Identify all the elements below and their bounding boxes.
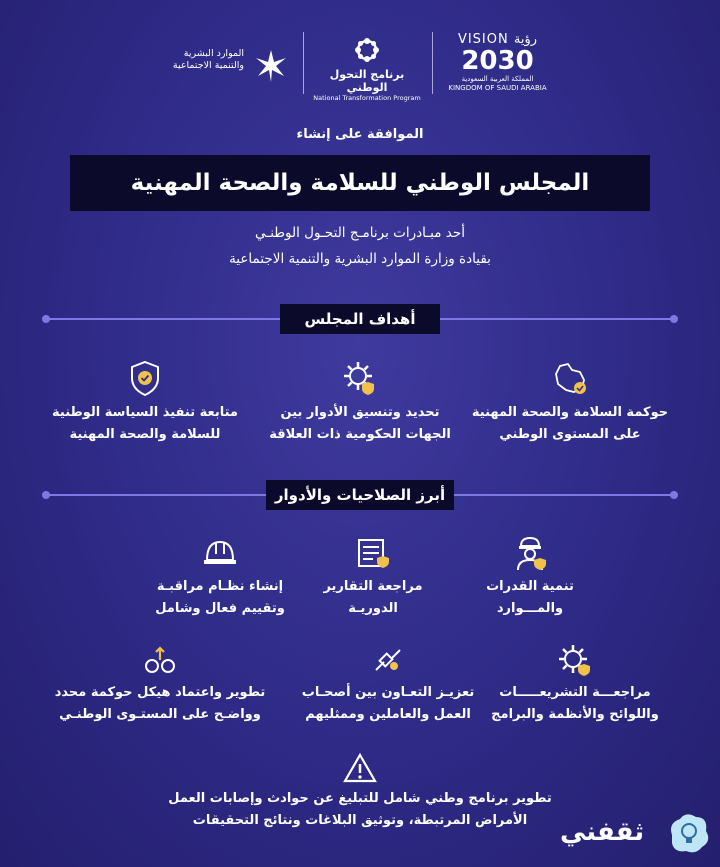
- title-box: [70, 155, 650, 211]
- brand-logo: [560, 805, 720, 865]
- hrsd-ar-1: الموارد البشرية: [183, 48, 244, 59]
- power-line-1: تطوير واعتماد هيكل حوكمة محدد: [54, 685, 266, 700]
- ntp-ar: برنامج التحول الوطني: [329, 68, 405, 94]
- powers-heading: أبرز الصلاحيات والأدوار: [266, 480, 454, 510]
- vision-year: 2030: [461, 46, 534, 76]
- power-line-1: تعزيـز التعـاون بين أصحـاب: [301, 685, 475, 700]
- power-line-2: العمل والعاملين وممثليهم: [305, 707, 471, 722]
- power-final-line-1: تطوير برنامج وطني شامل للتبليغ عن حوادث وإصابات العمل: [168, 791, 552, 806]
- lightbulb-icon: [662, 809, 714, 861]
- helmet-icon: [200, 534, 240, 572]
- warning-icon: [342, 752, 378, 784]
- goal-line-2: للسلامة والصحة المهنية: [69, 427, 221, 442]
- subtitle-ministry: بقيادة وزارة الموارد البشرية والتنمية الاجتماعية: [229, 251, 491, 267]
- header-divider: [303, 32, 304, 94]
- saudi-map-icon: [550, 358, 590, 398]
- section-divider: [44, 494, 266, 496]
- power-item: [30, 642, 290, 726]
- gear-shield-icon: [340, 358, 380, 398]
- section-divider: [44, 318, 280, 320]
- power-line-2: والمـــوارد: [496, 601, 564, 616]
- brand-name: ثقفني: [560, 817, 645, 847]
- section-divider: [440, 318, 676, 320]
- power-line-2: واللوائح والأنظمة والبرامج: [491, 707, 659, 722]
- section-divider: [454, 494, 676, 496]
- report-icon: [353, 534, 393, 572]
- goal-line-1: حوكمة السلامة والصحة المهنية: [471, 405, 669, 420]
- ntp-logo: [312, 32, 422, 102]
- power-line-2: الدوريـة: [348, 601, 398, 616]
- goal-item: [455, 358, 685, 446]
- goals-heading: أهداف المجلس: [280, 304, 440, 334]
- power-final-line-2: الأمراض المرتبطة، وتوثيق البلاغات ونتائج التحقيقات: [192, 813, 528, 828]
- goal-item: [30, 358, 260, 446]
- goal-item: [245, 358, 475, 446]
- power-line-1: مراجعـــة التشريعـــــات: [499, 685, 651, 700]
- vision-en: VISION: [457, 32, 509, 47]
- header-logos: [170, 28, 550, 100]
- header-divider: [432, 32, 433, 94]
- power-item: [298, 534, 448, 620]
- power-line-2: وتقييم فعال وشامل: [155, 601, 285, 616]
- vision-kingdom-en: KINGDOM OF SAUDI ARABIA: [448, 84, 547, 92]
- subtitle-initiative: أحد مبـادرات برنامـج التحـول الوطنـي: [255, 225, 465, 241]
- worker-icon: [510, 534, 550, 572]
- plug-icon: [368, 642, 408, 678]
- gear-icon: [555, 642, 595, 678]
- power-item: [278, 642, 498, 726]
- power-item: [455, 534, 605, 620]
- page-title: المجلس الوطني للسلامة والصحة المهنية: [130, 170, 590, 196]
- goal-line-2: الجهات الحكومية ذات العلاقة: [269, 427, 451, 442]
- vision-2030-logo: [445, 32, 550, 96]
- shield-check-icon: [125, 358, 165, 398]
- hrsd-ar-2: والتنمية الاجتماعية: [172, 60, 244, 71]
- goal-line-1: متابعة تنفيذ السياسة الوطنية: [52, 405, 238, 420]
- vision-ar: رؤية: [513, 32, 538, 47]
- goal-line-2: على المستوى الوطني: [499, 427, 641, 442]
- power-line-1: تنمية القدرات: [486, 579, 574, 594]
- power-line-1: إنشاء نظـام مراقبـة: [156, 579, 284, 594]
- power-line-1: مراجعة التقارير: [323, 579, 423, 594]
- power-final-item: [110, 752, 610, 832]
- approval-heading: الموافقة على إنشاء: [296, 127, 424, 142]
- power-item: [130, 534, 310, 620]
- palm-icon: [250, 44, 292, 86]
- vision-kingdom-ar: المملكة العربية السعودية: [461, 75, 534, 83]
- goal-line-1: تحديد وتنسيق الأدوار بين: [280, 405, 440, 420]
- ntp-en: National Transformation Program: [313, 94, 421, 102]
- gears-growth-icon: [140, 642, 180, 678]
- ntp-emblem-icon: [349, 32, 385, 68]
- power-item: [470, 642, 680, 726]
- power-line-2: وواضـح على المستـوى الوطنـي: [59, 707, 261, 722]
